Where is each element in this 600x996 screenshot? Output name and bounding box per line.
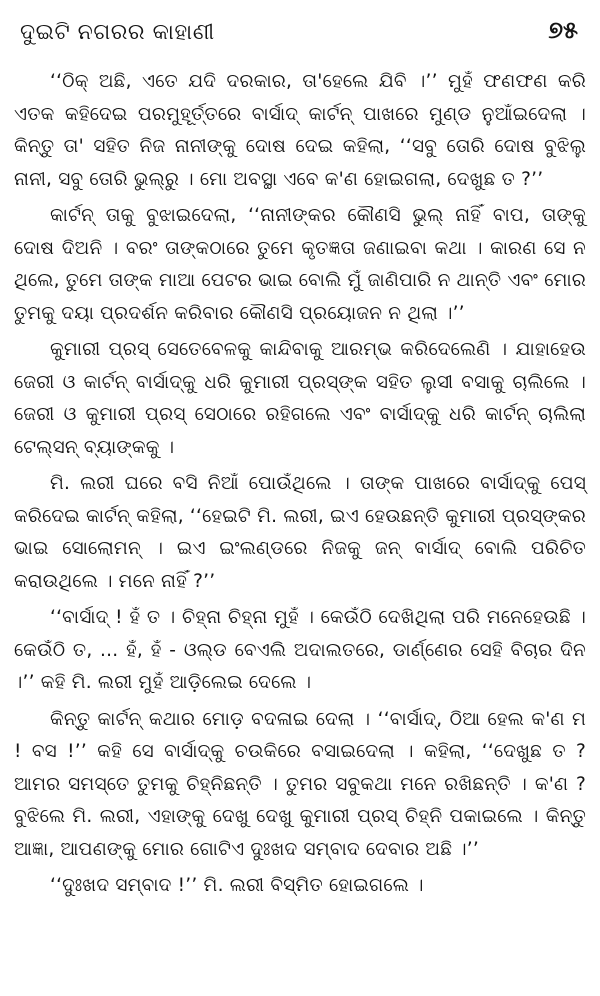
page-number: ୭୫: [548, 16, 578, 44]
paragraph: ‘‘ବାର୍ସାଦ୍ ! ହଁ ତ । ଚିହ୍ନା ଚିହ୍ନା ମୁହଁ । କେଉଁଠି ଦେଖିଥିଲା ପରି ମନେହେଉଛି । କେଉଁଠି ତ, ... ହଁ, ହଁ - ଓଲ୍ଡ ବେଏଲି ଅଦାଲତରେ, ଡାର୍ଣ୍ଣେର ସେହି ବିଚାର ଦିନ ।’’ କହି ମି. ଲରୀ ମୁହଁ ଆଡ଼ିଲେଇ ଦେଲେ ।: [14, 607, 586, 693]
paragraph: ମି. ଲରୀ ଘରେ ବସି ନିଆଁ ପୋଉଁଥିଲେ । ତାଙ୍କ ପାଖରେ ବାର୍ସାଦ୍‌କୁ ପେସ୍ କରିଦେଇ କାର୍ଟନ୍ କହିଲା, ‘‘ହେଇଟି ମି. ଲରୀ, ଇଏ ହେଉଛନ୍ତି କୁମାରୀ ପ୍ରସ୍‌ଙ୍କର ଭାଇ ସୋଲୋମନ୍ । ଇଏ ଇଂଲଣ୍ଡରେ ନିଜକୁ ଜନ୍ ବାର୍ସାଦ୍ ବୋଲି ପରିଚିତ କରାଉଥିଲେ । ମନେ ନାହିଁ ?’’: [14, 473, 586, 592]
body-text: [14, 66, 586, 903]
paragraph: ‘‘ଠିକ୍ ଅଛି, ଏତେ ଯଦି ଦରକାର, ତା'ହେଲେ ଯିବି ।’’ ମୁହଁ ଫଣଫଣ କରି ଏତକ କହିଦେଇ ପରମୁହୂର୍ତ୍ତରେ ବାର୍ସାଦ୍ କାର୍ଟନ୍ ପାଖରେ ମୁଣ୍ଡ ନୁଆଁଇଦେଲା । କିନ୍ତୁ ତା' ସହିତ ନିଜ ନାନୀଙ୍କୁ ଦୋଷ ଦେଇ କହିଲା, ‘‘ସବୁ ତୋରି ଦୋଷ ବୁଝିଲୁ ନାନୀ, ସବୁ ତୋରି ଭୁଲ୍‌ରୁ । ମୋ ଅବସ୍ଥା ଏବେ କ'ଣ ହୋଇଗଲା, ଦେଖୁଛ ତ ?’’: [14, 71, 586, 190]
running-title: ଦୁଇଟି ନଗରର କାହାଣୀ: [20, 20, 215, 45]
paragraph: କିନ୍ତୁ କାର୍ଟନ୍ କଥାର ମୋଡ଼ ବଦଳାଇ ଦେଲା । ‘‘ବାର୍ସାଦ୍, ଠିଆ ହେଲ କ'ଣ ମ ! ବସ !’’ କହି ସେ ବାର୍ସାଦ୍‌କୁ ଚଉକିରେ ବସାଇଦେଲା । କହିଲା, ‘‘ଦେଖୁଛ ତ ? ଆମର ସମସ୍ତେ ତୁମକୁ ଚିହ୍ନିଛନ୍ତି । ତୁମର ସବୁକଥା ମନେ ରଖିଛନ୍ତି । କ'ଣ ? ବୁଝିଲେ ମି. ଲରୀ, ଏହାଙ୍କୁ ଦେଖୁ ଦେଖୁ କୁମାରୀ ପ୍ରସ୍ ଚିହ୍ନି ପକାଇଲେ । କିନ୍ତୁ ଆଜ୍ଞା, ଆପଣଙ୍କୁ ମୋର ଗୋଟିଏ ଦୁଃଖଦ ସମ୍ବାଦ ଦେବାର ଅଛି ।’’: [14, 708, 586, 860]
paragraph: କୁମାରୀ ପ୍ରସ୍ ସେତେବେଳକୁ କାନ୍ଦିବାକୁ ଆରମ୍ଭ କରିଦେଲେଣି । ଯାହାହେଉ ଜେରୀ ଓ କାର୍ଟନ୍ ବାର୍ସାଦ୍‌କୁ ଧରି କୁମାରୀ ପ୍ରସ୍‌ଙ୍କ ସହିତ ଲୁସୀ ବସାକୁ ଚାଲିଲେ । ଜେରୀ ଓ କୁମାରୀ ପ୍ରସ୍ ସେଠାରେ ରହିଗଲେ ଏବଂ ବାର୍ସାଦ୍‌କୁ ଧରି କାର୍ଟନ୍ ଚାଲିଲା ଟେଲ୍‌ସନ୍ ବ୍ୟାଙ୍କକୁ ।: [14, 339, 586, 458]
paragraph: ‘‘ଦୁଃଖଦ ସମ୍ବାଦ !’’ ମି. ଲରୀ ବିସ୍ମିତ ହୋଇଗଲେ ।: [50, 875, 424, 896]
page-header: [14, 16, 586, 66]
paragraph: କାର୍ଟନ୍ ତାକୁ ବୁଝାଇଦେଲା, ‘‘ନାନୀଙ୍କର କୌଣସି ଭୁଲ୍ ନାହିଁ ବାପ, ତାଙ୍କୁ ଦୋଷ ଦିଅନି । ବରଂ ତାଙ୍କଠାରେ ତୁମେ କୃତଜ୍ଞତା ଜଣାଇବା କଥା । କାରଣ ସେ ନ ଥିଲେ, ତୁମେ ତାଙ୍କ ମାଆ ପେଟର ଭାଇ ବୋଲି ମୁଁ ଜାଣିପାରି ନ ଥାନ୍ତି ଏବଂ ମୋର ତୁମକୁ ଦୟା ପ୍ରଦର୍ଶନ କରିବାର କୌଣସି ପ୍ରୟୋଜନ ନ ଥିଲା ।’’: [14, 205, 586, 324]
